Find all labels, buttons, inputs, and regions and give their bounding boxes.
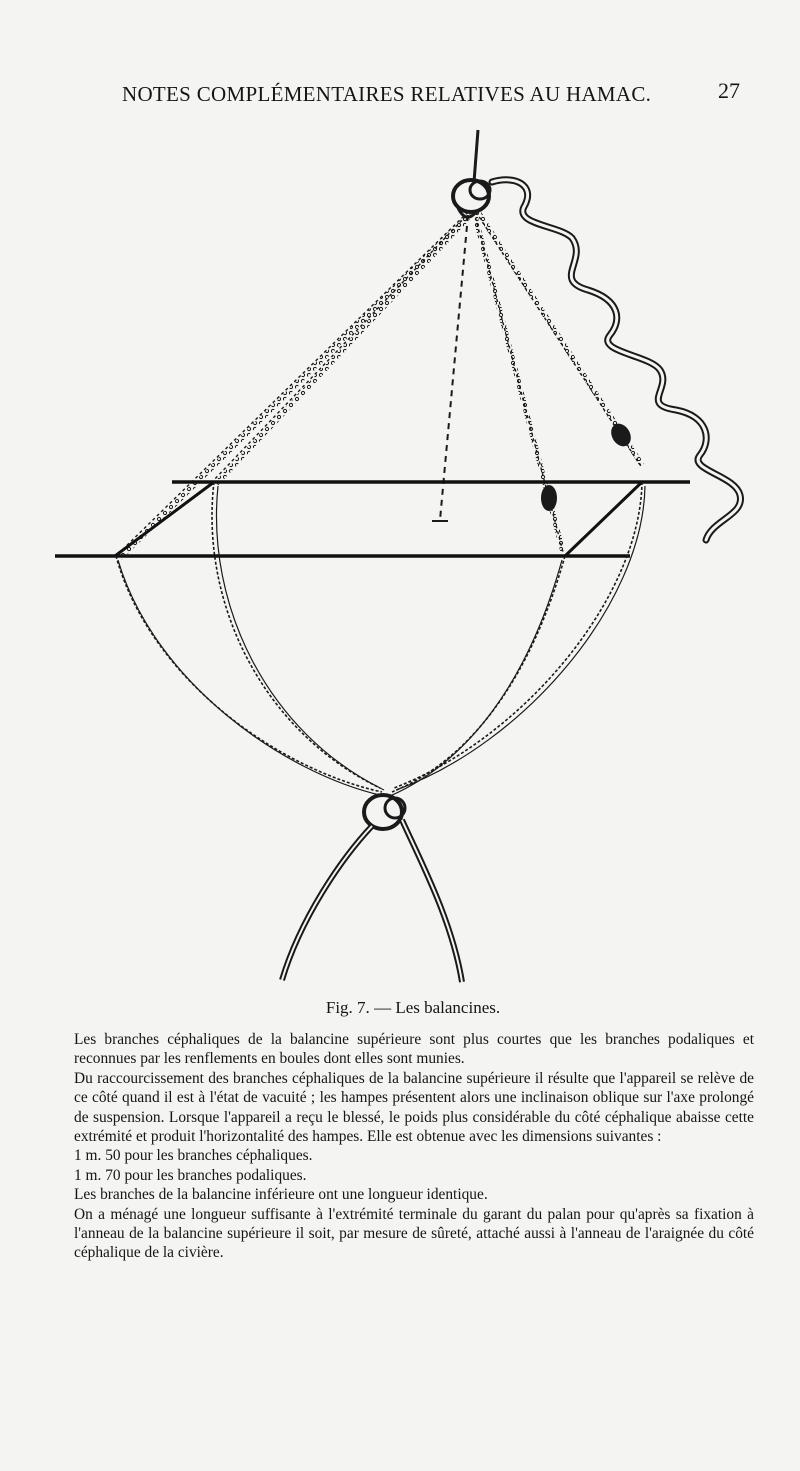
cephalic-ball-left — [541, 485, 557, 511]
dimension-cephalic: 1 m. 50 pour les branches céphaliques. — [74, 1147, 313, 1165]
figure-caption — [0, 998, 800, 1018]
paragraph-inferieure: Les branches de la balancine inférieure ont une longueur identique. — [74, 1186, 488, 1204]
paragraph-cephalic: Les branches céphaliques de la balancine supérieure sont plus courtes que les branches podaliques et reconnues par les renflements en boules dont elles sont munies. — [74, 1031, 754, 1068]
lower-balancine — [116, 482, 645, 796]
caption-dash: — — [374, 998, 392, 1017]
running-title: NOTES COMPLÉMENTAIRES RELATIVES AU HAMAC. — [122, 82, 652, 106]
balancines-illustration — [0, 120, 800, 990]
figure-balancines — [0, 120, 800, 990]
suspension-axis — [440, 215, 468, 520]
bottom-ring — [364, 795, 405, 829]
top-ring — [453, 180, 490, 217]
hampes — [55, 482, 690, 556]
cephalic-branches — [474, 212, 642, 552]
figure-label: Fig. 7. — [325, 998, 370, 1017]
dimension-podalic: 1 m. 70 pour les branches podaliques. — [74, 1166, 307, 1184]
wavy-rope — [492, 180, 741, 540]
page-number: 27 — [718, 78, 740, 103]
paragraph-garant: On a ménagé une longueur suffisante à l'extrémité terminale du garant du palan pour qu'après sa fixation à l'anneau de la balancine supérieure il soit, par mesure de sûreté, attaché aussi à l'anneau de l'araignée du côté céphalique de la civière. — [74, 1205, 754, 1262]
paragraph-raccourcissement: Du raccourcissement des branches céphaliques de la balancine supérieure il résulte que l'appareil se relève de ce côté quand il est à l'état de vacuité ; les hampes présentent alors une inclinaison oblique sur l'axe prolongé de suspension. Lorsque l'appareil a reçu le blessé, le poids plus considérable du côté céphalique abaisse cette extrémité et produit l'horizontalité des hampes. Elle est obtenue avec les dimensions suivantes : — [74, 1069, 754, 1146]
caption-text: Les balancines. — [395, 998, 501, 1017]
top-rope — [474, 130, 478, 182]
body-text — [74, 1030, 754, 1263]
bottom-rope — [282, 820, 462, 982]
podalic-branches — [116, 212, 470, 558]
page-header — [0, 78, 800, 112]
